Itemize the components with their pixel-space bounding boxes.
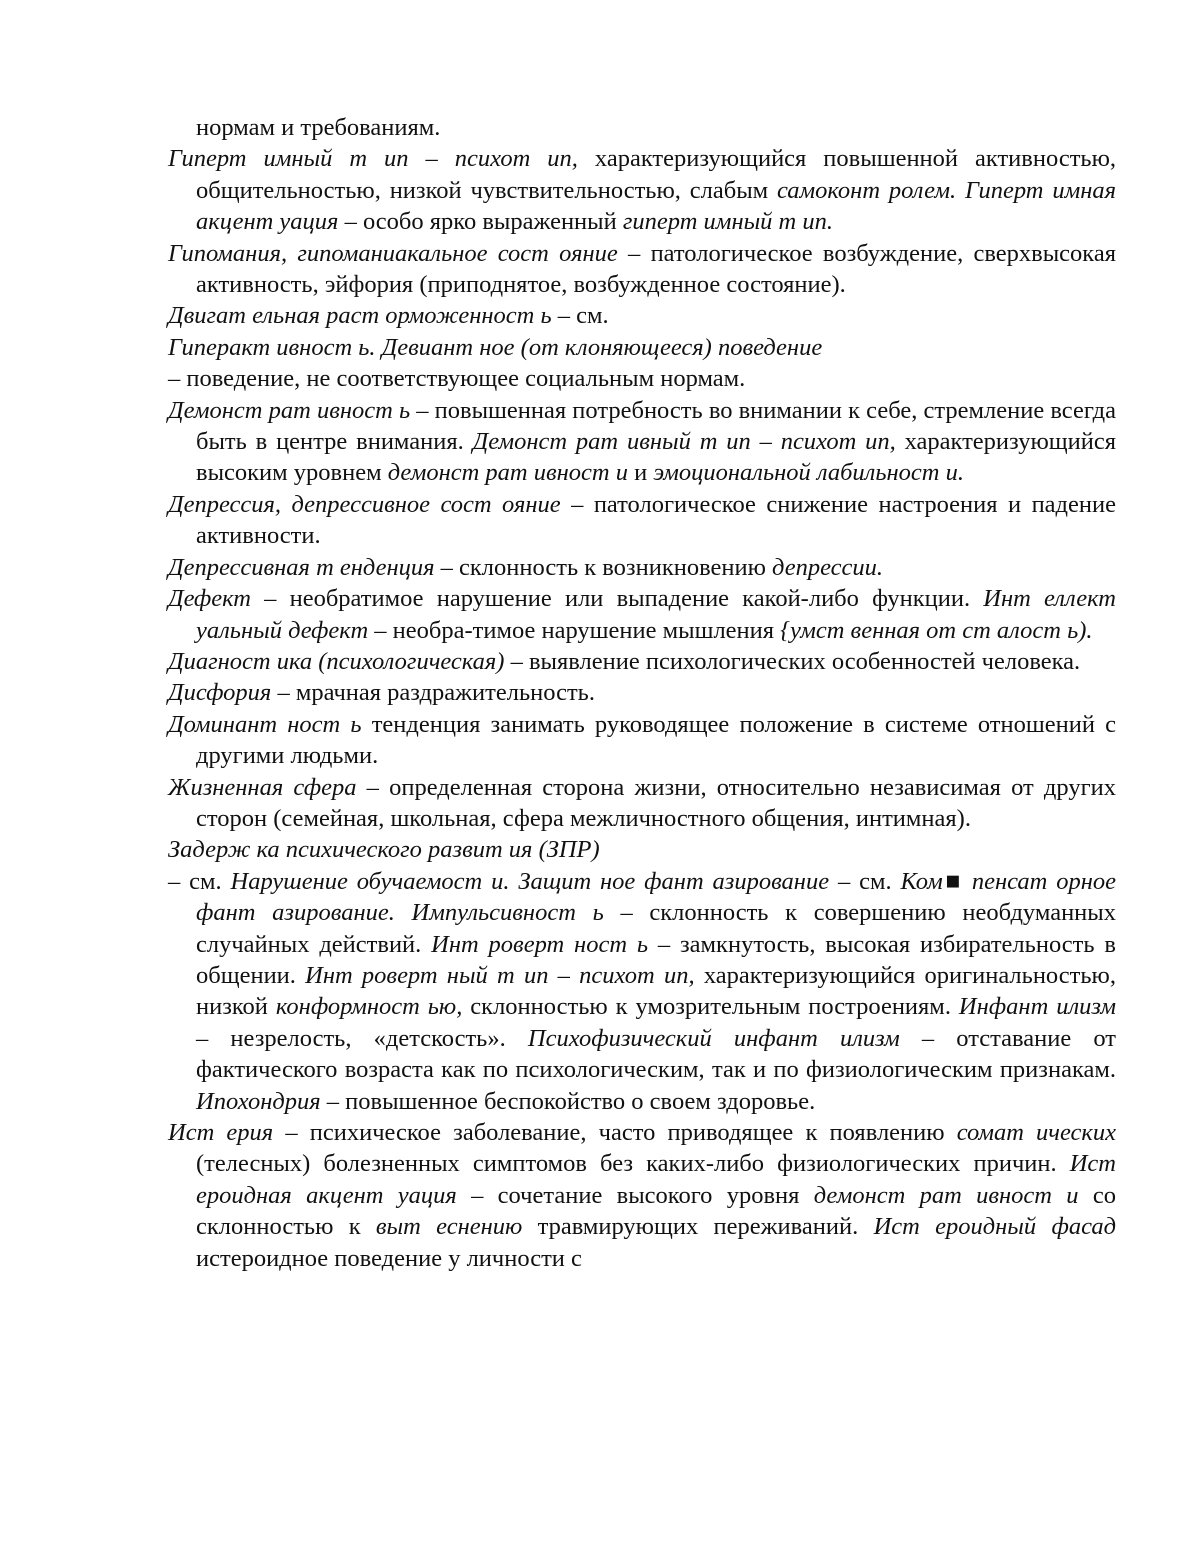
- glossary-definition: со склонностью к: [196, 1181, 1117, 1241]
- glossary-term: Инт роверт ный т ип – психот ип,: [305, 961, 695, 989]
- glossary-term: Гипомания, гипоманиакальное сост ояние: [168, 239, 618, 267]
- glossary-definition: – патологическое снижение настроения и падение активности.: [196, 490, 1116, 550]
- glossary-term: сомат ических: [956, 1119, 1117, 1146]
- glossary-term: эмоциональной лабильност и.: [653, 459, 964, 487]
- glossary-entry: [168, 677, 1116, 708]
- glossary-entry: [168, 332, 1116, 363]
- glossary-definition: нормам и требованиям.: [196, 114, 441, 141]
- glossary-definition: и: [627, 459, 654, 487]
- glossary-entry: [168, 552, 1116, 583]
- glossary-definition: – психическое заболевание, часто приводящее к появлению: [273, 1119, 957, 1146]
- glossary-term: самоконт ролем. Гиперт имная акцент уация: [196, 176, 1116, 236]
- glossary-term: конформност ью,: [275, 993, 463, 1021]
- glossary-term: {умст венная от ст алост ь).: [780, 616, 1093, 644]
- glossary-term: гиперт имный т ип.: [622, 208, 834, 236]
- glossary-definition: тенденция занимать руководящее положение в системе отношений с другими людьми.: [196, 710, 1116, 770]
- glossary-definition: истероидное поведение у личности с: [196, 1244, 582, 1272]
- glossary-definition: (телесных) болезненных симптомов без каких-либо физиологических причин.: [196, 1150, 1070, 1178]
- glossary-entry: [168, 489, 1116, 552]
- glossary-definition: – отставание от фактического возраста как по психологическим, так и по физиологическим признакам.: [196, 1024, 1116, 1084]
- glossary-entry: [168, 583, 1116, 646]
- glossary-term: Дефект: [168, 585, 251, 613]
- glossary-definition: – повышенная потребность во внимании к себе, стремление всегда быть в центре внимания.: [196, 396, 1116, 456]
- glossary-term: Гиперт имный т ип – психот ип,: [168, 145, 578, 173]
- glossary-definition: – повышенное беспокойство о своем здоровье.: [320, 1087, 816, 1115]
- glossary-term: демонст рат ивност и: [387, 459, 628, 487]
- glossary-term: Диагност ика (психологическая): [168, 647, 505, 675]
- glossary-definition: – см.: [551, 302, 609, 330]
- glossary-definition: характеризующийся высоким уровнем: [196, 428, 1116, 487]
- glossary-term: Инт роверт ност ь: [431, 930, 649, 958]
- glossary-definition: – склонность к совершению необдуманных случайных действий.: [196, 899, 1116, 958]
- glossary-term: выт еснению: [375, 1213, 523, 1241]
- glossary-definition: – см.: [829, 867, 901, 895]
- glossary-term: Демонст рат ивный т ип – психот ип,: [472, 428, 896, 456]
- glossary-term: Гиперакт ивност ь. Девиант ное (от клоняющееся) поведение: [168, 333, 823, 361]
- glossary-term: Инфант илизм: [958, 993, 1116, 1021]
- glossary-entry: [168, 238, 1116, 301]
- glossary-definition: склонностью к умозрительным построениям.: [462, 993, 959, 1021]
- glossary-text-block: [168, 112, 1116, 1274]
- glossary-term: Двигат ельная раст орможенност ь: [168, 302, 552, 330]
- glossary-term: Доминант ност ь: [168, 710, 362, 738]
- glossary-definition: характеризующийся оригинальностью, низкой: [196, 961, 1116, 1021]
- glossary-term: Депрессия, депрессивное сост ояние: [168, 490, 561, 518]
- glossary-term: Задерж ка психического развит ия (ЗПР): [168, 836, 600, 864]
- glossary-definition: – поведение, не соответствующее социальным нормам.: [168, 365, 746, 393]
- glossary-term: Депрессивная т енденция: [168, 553, 435, 581]
- glossary-entry: [168, 866, 1116, 1117]
- glossary-term: демонст рат ивност и: [813, 1181, 1079, 1209]
- glossary-definition: – замкнутость, высокая избирательность в общении.: [196, 930, 1116, 989]
- glossary-definition: – необра-тимое нарушение мышления: [368, 616, 781, 644]
- glossary-definition: – мрачная раздражительность.: [271, 679, 595, 707]
- glossary-entry: [168, 1117, 1116, 1274]
- glossary-term: Жизненная сфера: [168, 773, 357, 801]
- glossary-definition: – сочетание высокого уровня: [456, 1181, 814, 1209]
- glossary-entry: [168, 646, 1116, 677]
- glossary-entry: [168, 772, 1116, 835]
- glossary-term: Психофизический инфант илизм: [527, 1024, 900, 1052]
- glossary-term: Нарушение обучаемост и. Защит ное фант азирование: [230, 867, 830, 895]
- glossary-definition: – патологическое возбуждение, сверхвысокая активность, эйфория (приподнятое, возбужденное состояние).: [196, 239, 1116, 299]
- glossary-entry: [168, 834, 1116, 865]
- glossary-entry: [168, 363, 1116, 394]
- glossary-entry: [168, 709, 1116, 772]
- glossary-definition: – выявление психологических особенностей человека.: [504, 647, 1081, 675]
- glossary-term: Ист ероидный фасад: [873, 1213, 1116, 1241]
- glossary-definition: – особо ярко выраженный: [338, 208, 623, 236]
- glossary-entry: [168, 112, 1116, 143]
- glossary-definition: травмирующих переживаний.: [522, 1213, 874, 1241]
- glossary-term: Инт еллект уальный дефект: [196, 585, 1116, 644]
- glossary-entry: [168, 395, 1116, 489]
- glossary-definition: – склонность к возникновению: [434, 553, 773, 581]
- glossary-definition: – определенная сторона жизни, относительно независимая от других сторон (семейная, школьная, сфера межличностного общения, интимная).: [196, 773, 1116, 832]
- glossary-entry: [168, 143, 1116, 237]
- glossary-entry: [168, 300, 1116, 331]
- glossary-definition: – см.: [168, 867, 231, 895]
- glossary-definition: характеризующийся повышенной активностью, общительностью, низкой чувствительностью, слабым: [196, 145, 1117, 204]
- glossary-term: депрессии.: [772, 553, 884, 581]
- glossary-term: Ипохондрия: [196, 1087, 321, 1115]
- glossary-term: Демонст рат ивност ь: [168, 396, 411, 424]
- glossary-term: Ист ерия: [168, 1119, 274, 1146]
- glossary-definition: – незрелость, «детскость».: [196, 1024, 528, 1052]
- glossary-term: Ист ероидная акцент уация: [196, 1150, 1116, 1209]
- glossary-term: Дисфория: [168, 679, 272, 707]
- glossary-term: Ком■ пенсат орное фант азирование. Импульсивност ь: [196, 867, 1116, 927]
- glossary-definition: – необратимое нарушение или выпадение какой-либо функции.: [250, 585, 984, 613]
